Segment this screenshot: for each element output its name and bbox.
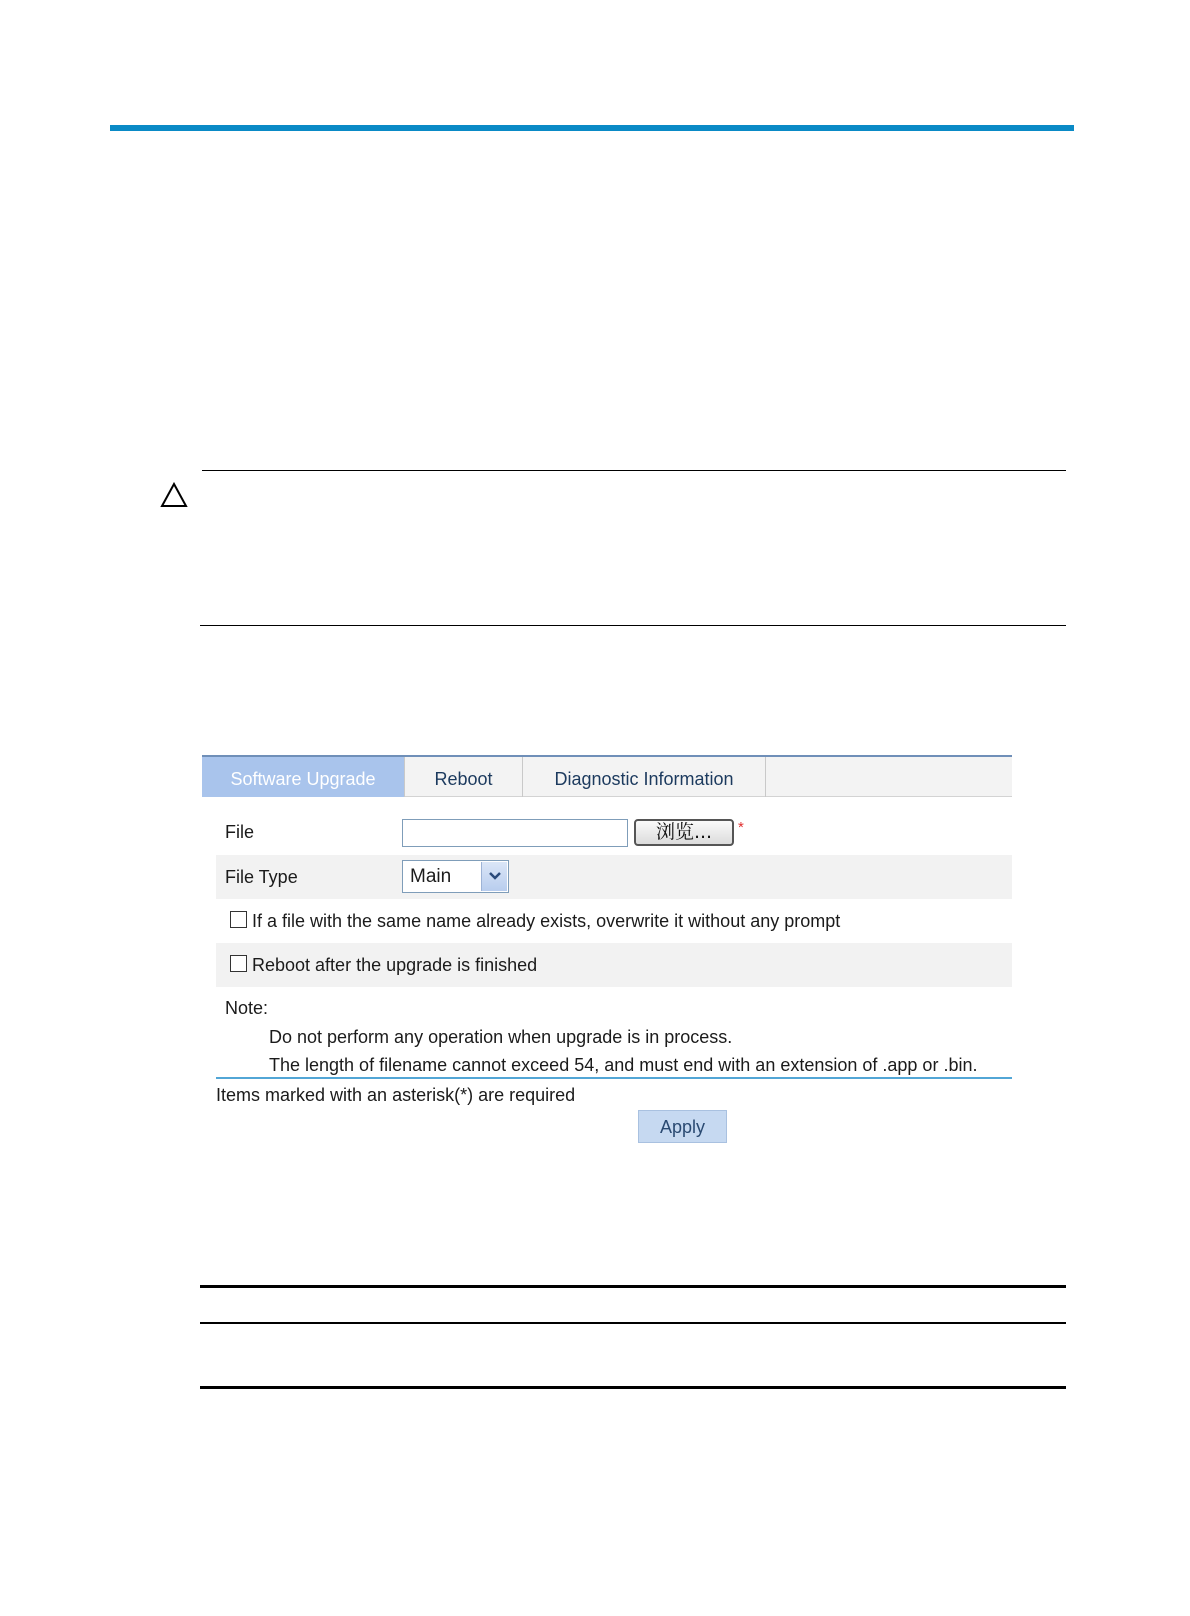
caution-top-rule	[202, 470, 1066, 471]
upgrade-screenshot	[202, 755, 1012, 1145]
apply-button[interactable]: Apply	[638, 1110, 727, 1143]
table-bottom-rule	[200, 1386, 1066, 1389]
file-type-row	[216, 855, 1012, 899]
caution-bottom-rule	[200, 625, 1066, 626]
tab-bar	[202, 755, 1012, 797]
note-item: Do not perform any operation when upgrade is in process.	[269, 1027, 733, 1047]
reboot-label: Reboot after the upgrade is finished	[252, 955, 538, 975]
table-top-rule	[200, 1285, 1066, 1288]
reboot-checkbox[interactable]	[230, 955, 247, 972]
caution-icon	[160, 482, 188, 508]
file-path-input[interactable]	[402, 819, 628, 847]
tab-software-upgrade[interactable]: Software Upgrade	[202, 757, 405, 797]
overwrite-label: If a file with the same name already exists, overwrite it without any prompt	[252, 911, 841, 931]
file-label: File	[225, 822, 255, 842]
browse-button[interactable]: 浏览...	[634, 819, 734, 846]
required-asterisk: *	[738, 819, 744, 836]
reboot-row	[216, 943, 1012, 987]
heading-rule	[110, 125, 1074, 131]
overwrite-row	[216, 899, 1012, 943]
file-row	[216, 811, 1012, 855]
file-type-label: File Type	[225, 867, 298, 887]
separator	[216, 1077, 1012, 1079]
required-note: Items marked with an asterisk(*) are required	[216, 1085, 576, 1105]
file-type-select[interactable]	[402, 860, 509, 893]
tab-diagnostic-information[interactable]: Diagnostic Information	[523, 757, 766, 797]
file-type-value: Main	[410, 866, 452, 887]
note-item: The length of filename cannot exceed 54, and must end with an extension of .app or .bin.	[269, 1055, 978, 1075]
dropdown-arrow-icon[interactable]	[481, 862, 507, 891]
overwrite-checkbox[interactable]	[230, 911, 247, 928]
table-header-rule	[200, 1322, 1066, 1324]
note-title: Note:	[225, 998, 269, 1018]
tab-reboot[interactable]: Reboot	[405, 757, 523, 797]
